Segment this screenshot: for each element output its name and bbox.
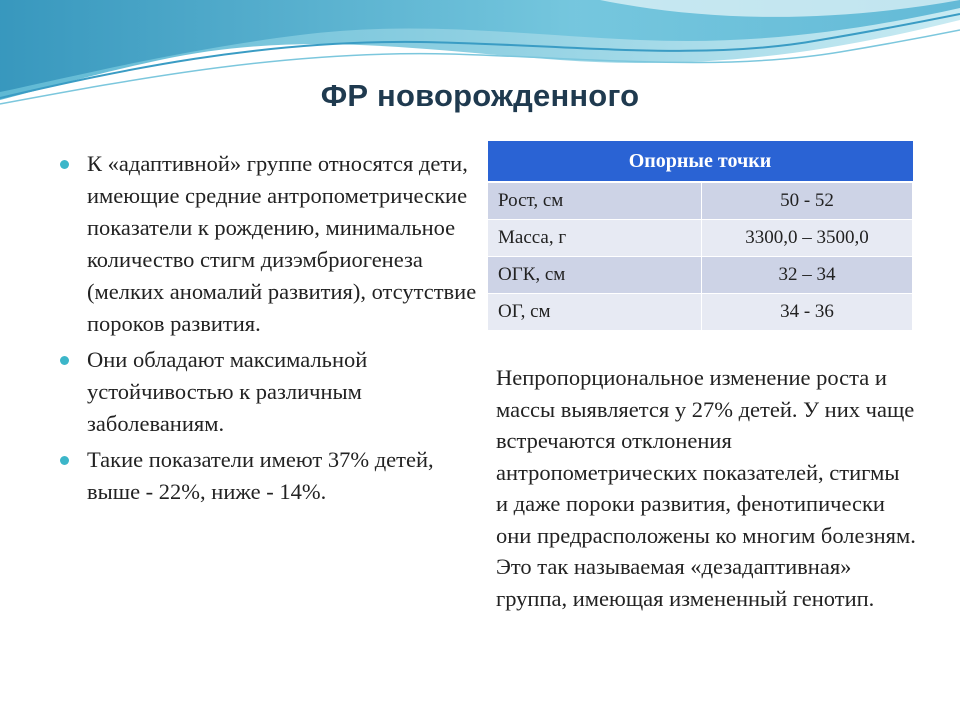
- slide-title: ФР новорожденного: [320, 78, 640, 113]
- bullet-dot-icon: [60, 356, 69, 365]
- bullet-list: [58, 148, 478, 512]
- table-header: Опорные точки: [488, 141, 913, 182]
- table-row: [488, 220, 913, 257]
- bullet-text: Такие показатели имеют 37% детей, выше - 22%, ниже - 14%.: [87, 447, 434, 504]
- bullet-item: [58, 344, 478, 440]
- row-value: 50 - 52: [702, 182, 913, 220]
- row-label: Масса, г: [488, 220, 702, 257]
- table-row: [488, 182, 913, 220]
- bullet-text: К «адаптивной» группе относятся дети, имеющие средние антропометрические показатели к рождению, минимальное количество стигм дизэмбриогенеза (мелких аномалий развития), отсутствие пороков развития.: [87, 151, 477, 336]
- bullet-dot-icon: [60, 456, 69, 465]
- bullet-text: Они обладают максимальной устойчивостью к различным заболеваниям.: [87, 347, 368, 436]
- bullet-item: [58, 148, 478, 340]
- row-label: ОГ, см: [488, 294, 702, 331]
- reference-points-table: [487, 141, 913, 331]
- bullet-item: [58, 444, 478, 508]
- row-label: Рост, см: [488, 182, 702, 220]
- row-value: 34 - 36: [702, 294, 913, 331]
- note-paragraph: Непропорциональное изменение роста и массы выявляется у 27% детей. У них чаще встречаются отклонения антропометрических показателей, стигмы и даже пороки развития, фенотипически они предрасположены ко многим болезням. Это так называемая «дезадаптивная» группа, имеющая измененный генотип.: [496, 365, 916, 611]
- table-row: [488, 257, 913, 294]
- table-row: [488, 294, 913, 331]
- row-label: ОГК, см: [488, 257, 702, 294]
- bullet-dot-icon: [60, 160, 69, 169]
- row-value: 3300,0 – 3500,0: [702, 220, 913, 257]
- row-value: 32 – 34: [702, 257, 913, 294]
